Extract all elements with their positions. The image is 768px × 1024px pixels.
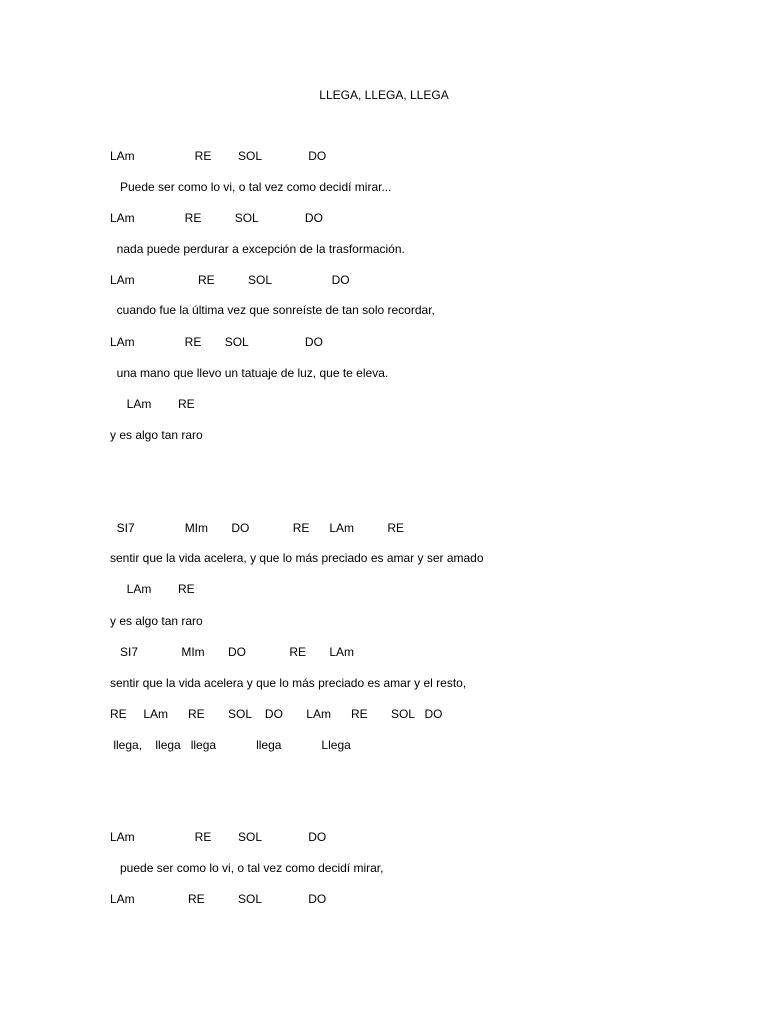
- chord-line: LAm RE SOL DO: [110, 892, 327, 906]
- lyric-line: y es algo tan raro: [110, 428, 203, 442]
- lyric-line: y es algo tan raro: [110, 614, 203, 628]
- chord-line: LAm RE SOL DO: [110, 830, 327, 844]
- chord-line: SI7 MIm DO RE LAm: [110, 645, 355, 659]
- chord-line: LAm RE SOL DO: [110, 211, 323, 225]
- chord-line: RE LAm RE SOL DO LAm RE SOL DO: [110, 707, 443, 721]
- lyric-line: cuando fue la última vez que sonreíste de tan solo recordar,: [110, 303, 435, 317]
- chord-line: LAm RE: [110, 582, 195, 596]
- lyric-line: puede ser como lo vi, o tal vez como decidí mirar,: [110, 861, 384, 875]
- lyric-line: sentir que la vida acelera y que lo más preciado es amar y el resto,: [110, 676, 467, 690]
- song-title: LLEGA, LLEGA, LLEGA: [319, 88, 449, 102]
- lyric-line: nada puede perdurar a excepción de la trasformación.: [110, 242, 405, 256]
- lyric-line: llega, llega llega llega Llega: [110, 738, 351, 752]
- chord-line: LAm RE: [110, 397, 195, 411]
- chord-line: SI7 MIm DO RE LAm RE: [110, 521, 405, 535]
- lyric-line: Puede ser como lo vi, o tal vez como decidí mirar...: [110, 180, 392, 194]
- chord-line: LAm RE SOL DO: [110, 149, 327, 163]
- lyric-line: una mano que llevo un tatuaje de luz, que te eleva.: [110, 366, 389, 380]
- chord-line: LAm RE SOL DO: [110, 273, 350, 287]
- chord-line: LAm RE SOL DO: [110, 335, 323, 349]
- lyric-line: sentir que la vida acelera, y que lo más preciado es amar y ser amado: [110, 551, 484, 565]
